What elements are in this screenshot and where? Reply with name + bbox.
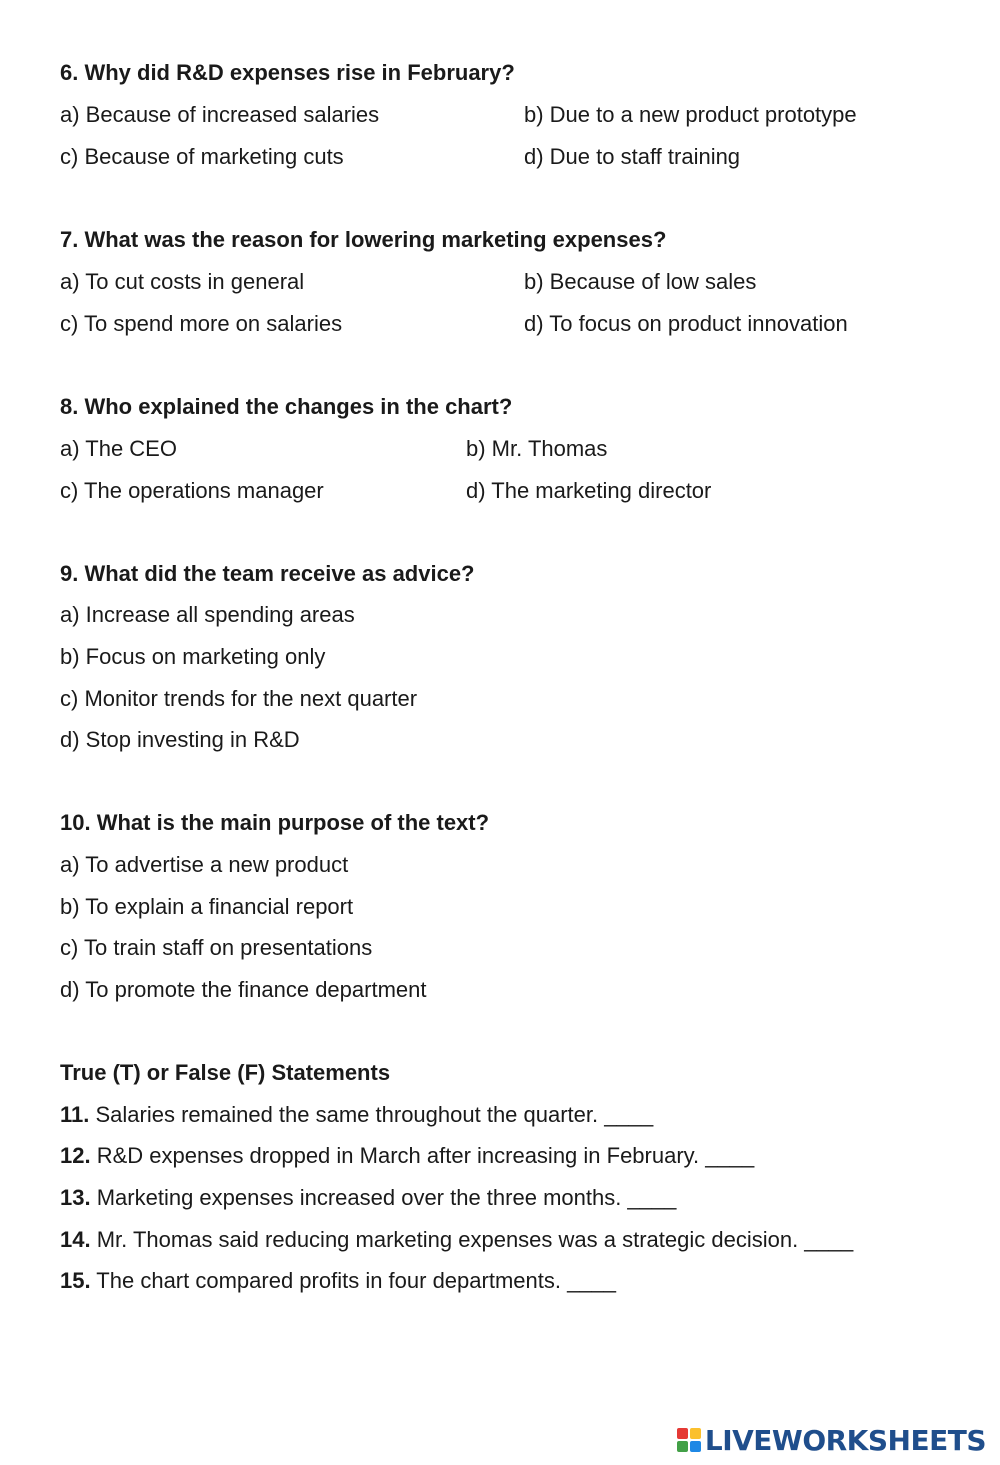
question-8-option-b[interactable]: b) Mr. Thomas	[466, 436, 608, 461]
logo-square-blue	[690, 1441, 701, 1452]
statement-text[interactable]: Marketing expenses increased over the three months. ____	[90, 1185, 677, 1210]
question-10-option-d[interactable]: d) To promote the finance department	[60, 977, 427, 1002]
statement-11	[60, 1102, 653, 1128]
question-7-option-c[interactable]: c) To spend more on salaries	[60, 311, 343, 336]
statement-text[interactable]: Mr. Thomas said reducing marketing expenses was a strategic decision. ____	[90, 1227, 854, 1252]
true-false-heading: True (T) or False (F) Statements	[60, 1060, 391, 1085]
question-9-option-b[interactable]: b) Focus on marketing only	[60, 644, 326, 669]
question-7-prompt: 7. What was the reason for lowering marketing expenses?	[60, 227, 667, 252]
statement-15	[60, 1268, 616, 1294]
statement-text[interactable]: The chart compared profits in four departments. ____	[90, 1268, 617, 1293]
question-7-option-a[interactable]: a) To cut costs in general	[60, 269, 305, 294]
statement-number: 11.	[60, 1102, 90, 1127]
question-10-prompt: 10. What is the main purpose of the text?	[60, 810, 490, 835]
question-8-option-a[interactable]: a) The CEO	[60, 436, 177, 461]
question-6-option-a[interactable]: a) Because of increased salaries	[60, 102, 380, 127]
logo-mark-icon	[677, 1428, 701, 1452]
statement-number: 15.	[60, 1268, 91, 1293]
question-10-option-a[interactable]: a) To advertise a new product	[60, 852, 349, 877]
question-6-option-d[interactable]: d) Due to staff training	[524, 144, 741, 169]
logo-square-yellow	[690, 1428, 701, 1439]
statement-number: 14.	[60, 1227, 91, 1252]
question-8-option-c[interactable]: c) The operations manager	[60, 478, 324, 503]
question-9-option-a[interactable]: a) Increase all spending areas	[60, 602, 355, 627]
question-7-option-d[interactable]: d) To focus on product innovation	[524, 311, 848, 336]
statement-text[interactable]: Salaries remained the same throughout the quarter. ____	[89, 1102, 654, 1127]
question-10-option-c[interactable]: c) To train staff on presentations	[60, 935, 373, 960]
question-6-option-c[interactable]: c) Because of marketing cuts	[60, 144, 344, 169]
logo-square-green	[677, 1441, 688, 1452]
question-9-option-d[interactable]: d) Stop investing in R&D	[60, 727, 300, 752]
question-10-option-b[interactable]: b) To explain a financial report	[60, 894, 354, 919]
statement-13	[60, 1185, 676, 1211]
statement-12	[60, 1143, 754, 1169]
liveworksheets-logo	[677, 1425, 986, 1455]
statement-text[interactable]: R&D expenses dropped in March after increasing in February. ____	[90, 1143, 755, 1168]
question-7-option-b[interactable]: b) Because of low sales	[524, 269, 757, 294]
question-8-prompt: 8. Who explained the changes in the chart?	[60, 394, 513, 419]
statement-14	[60, 1227, 853, 1253]
statement-number: 12.	[60, 1143, 91, 1168]
logo-square-red	[677, 1428, 688, 1439]
question-6-prompt: 6. Why did R&D expenses rise in February?	[60, 60, 515, 85]
logo-text: LIVEWORKSHEETS	[704, 1423, 986, 1457]
question-9-option-c[interactable]: c) Monitor trends for the next quarter	[60, 686, 418, 711]
statement-number: 13.	[60, 1185, 91, 1210]
question-9-prompt: 9. What did the team receive as advice?	[60, 561, 475, 586]
question-8-option-d[interactable]: d) The marketing director	[466, 478, 712, 503]
question-6-option-b[interactable]: b) Due to a new product prototype	[524, 102, 857, 127]
